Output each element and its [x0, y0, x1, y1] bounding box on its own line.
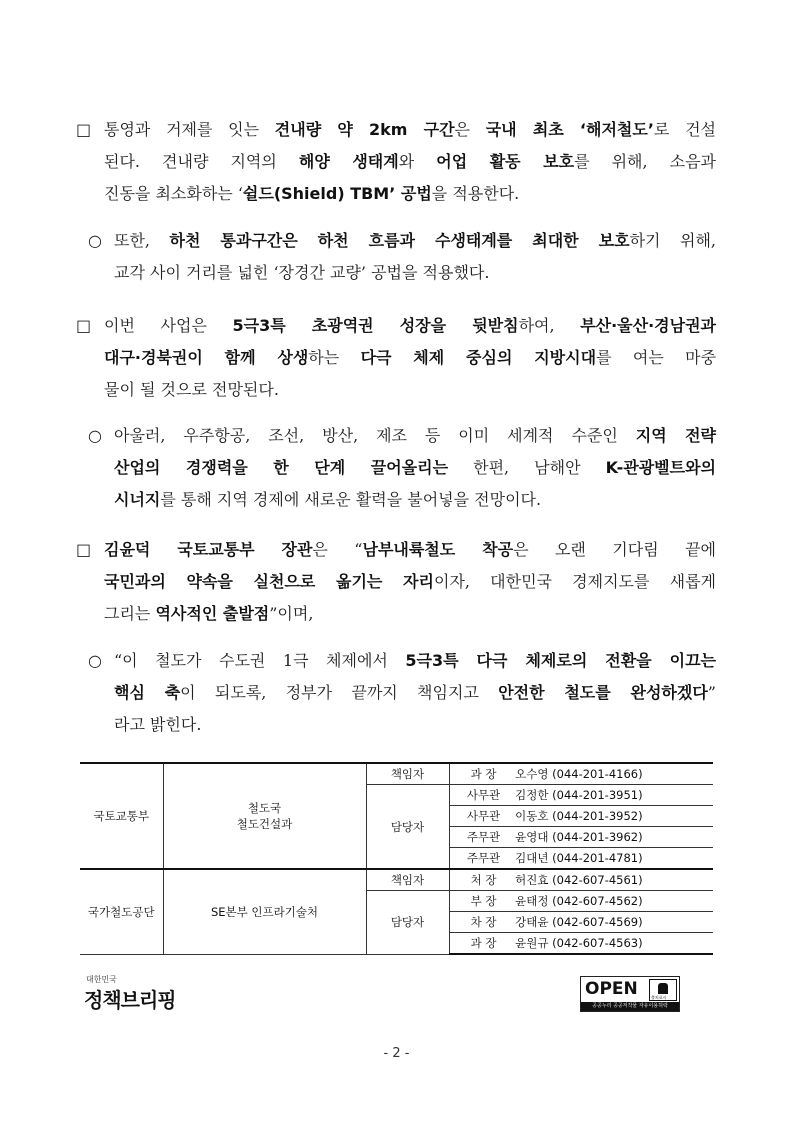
position: 사무관 [466, 788, 501, 802]
text-line: 대구·경북권이 함께 상생하는 다극 체제 중심의 지방시대를 여는 마중 [104, 348, 717, 367]
position: 사무관 [466, 809, 501, 823]
contact-cell [449, 869, 713, 891]
role-cell: 담당자 [366, 891, 449, 955]
dept-line: 철도건설과 [236, 817, 293, 831]
contact-cell [449, 806, 713, 827]
text-line: 된다. 견내량 지역의 해양 생태계와 어업 활동 보호를 위해, 소음과 [104, 152, 716, 171]
square-bullet-icon: □ [76, 120, 92, 139]
role-cell: 책임자 [366, 869, 449, 891]
position: 부 장 [470, 894, 497, 908]
phone-number: (044-201-3952) [552, 809, 643, 823]
dept-cell: SE본부 인프라기술처 [163, 869, 366, 954]
org-cell: 국가철도공단 [80, 869, 163, 954]
text-line: 그리는 역사적인 출발점”이며, [104, 604, 314, 623]
person-name: 강태윤 [515, 915, 549, 929]
position: 과 장 [470, 767, 497, 781]
text-line: 라고 밝힌다. [114, 715, 202, 734]
text-line: 또한, 하천 통과구간은 하천 흐름과 수생태계를 최대한 보호하기 위해, [114, 231, 716, 250]
position: 주무관 [466, 851, 501, 865]
attribution-label: 출처표시 [651, 995, 667, 1000]
position: 처 장 [470, 873, 497, 887]
phone-number: (044-201-4166) [552, 767, 643, 781]
text-line: 김윤덕 국토교통부 장관은 “남부내륙철도 착공은 오랜 기다림 끝에 [104, 540, 717, 559]
contact-table [80, 762, 713, 955]
circle-bullet-icon: ○ [88, 426, 102, 445]
phone-number: (042-607-4563) [552, 936, 643, 950]
policy-briefing-logo [84, 974, 196, 1014]
text-line: 진동을 최소화하는 ‘쉴드(Shield) TBM’ 공법을 적용한다. [104, 184, 520, 203]
text-line: 산업의 경쟁력을 한 단계 끌어올리는 한편, 남해안 K-관광벨트와의 [114, 458, 717, 477]
person-name: 김대년 [515, 851, 549, 865]
dept-cell [163, 763, 366, 869]
contact-cell [449, 891, 713, 912]
text-line: 통영과 거제를 잇는 견내량 약 2km 구간은 국내 최초 ‘해저철도’로 건설 [104, 120, 716, 139]
contact-cell [449, 912, 713, 933]
text-line: 국민과의 약속을 실천으로 옮기는 자리이자, 대한민국 경제지도를 새롭게 [104, 572, 717, 591]
phone-number: (042-607-4569) [552, 915, 643, 929]
open-license-logo [580, 976, 680, 1012]
text-line: 핵심 축이 되도록, 정부가 끝까지 책임지고 안전한 철도를 완성하겠다” [114, 683, 716, 702]
text-line: 아울러, 우주항공, 조선, 방산, 제조 등 이미 세계적 수준인 지역 전략 [114, 426, 716, 445]
phone-number: (044-201-4781) [552, 851, 643, 865]
role-cell: 담당자 [366, 785, 449, 870]
circle-bullet-icon: ○ [88, 231, 102, 250]
person-name: 허진효 [515, 873, 549, 887]
license-strip: 공공누리 공공저작물 자유이용허락 [581, 1002, 679, 1011]
square-bullet-icon: □ [76, 316, 92, 335]
attribution-icon [649, 979, 677, 1001]
position: 과 장 [470, 936, 497, 950]
logo-wordmark: 정책브리핑 [84, 988, 176, 1012]
table-row [80, 869, 713, 891]
text-line: “이 철도가 수도권 1극 체제에서 5극3특 다극 체제로의 전환을 이끄는 [114, 651, 716, 670]
text-line: 이번 사업은 5극3특 초광역권 성장을 뒷받침하여, 부산·울산·경남권과 [104, 316, 716, 335]
position: 차 장 [470, 915, 497, 929]
org-cell: 국토교통부 [80, 763, 163, 869]
logo-caption: 대한민국 [86, 975, 117, 984]
person-icon [658, 983, 668, 994]
person-name: 김정한 [515, 788, 549, 802]
person-name: 윤태정 [515, 894, 549, 908]
phone-number: (044-201-3962) [552, 830, 643, 844]
person-name: 오수영 [515, 767, 549, 781]
phone-number: (042-607-4562) [552, 894, 643, 908]
page-number: - 2 - [383, 1046, 410, 1061]
contact-cell [449, 763, 713, 785]
contact-cell [449, 848, 713, 870]
square-bullet-icon: □ [76, 540, 92, 559]
role-cell: 책임자 [366, 763, 449, 785]
person-name: 윤원규 [515, 936, 549, 950]
circle-bullet-icon: ○ [88, 651, 102, 670]
phone-number: (042-607-4561) [552, 873, 643, 887]
text-line: 시너지를 통해 지역 경제에 새로운 활력을 불어넣을 전망이다. [114, 490, 542, 509]
table-row [80, 763, 713, 785]
phone-number: (044-201-3951) [552, 788, 643, 802]
text-line: 교각 사이 거리를 넓힌 ‘장경간 교량’ 공법을 적용했다. [114, 263, 490, 282]
person-name: 윤영대 [515, 830, 549, 844]
dept-line: 철도국 [247, 801, 282, 815]
position: 주무관 [466, 830, 501, 844]
text-line: 물이 될 것으로 전망된다. [104, 380, 279, 399]
person-name: 이동호 [515, 809, 549, 823]
contact-cell [449, 827, 713, 848]
contact-cell [449, 933, 713, 955]
contact-cell [449, 785, 713, 806]
open-wordmark: OPEN [585, 979, 638, 999]
